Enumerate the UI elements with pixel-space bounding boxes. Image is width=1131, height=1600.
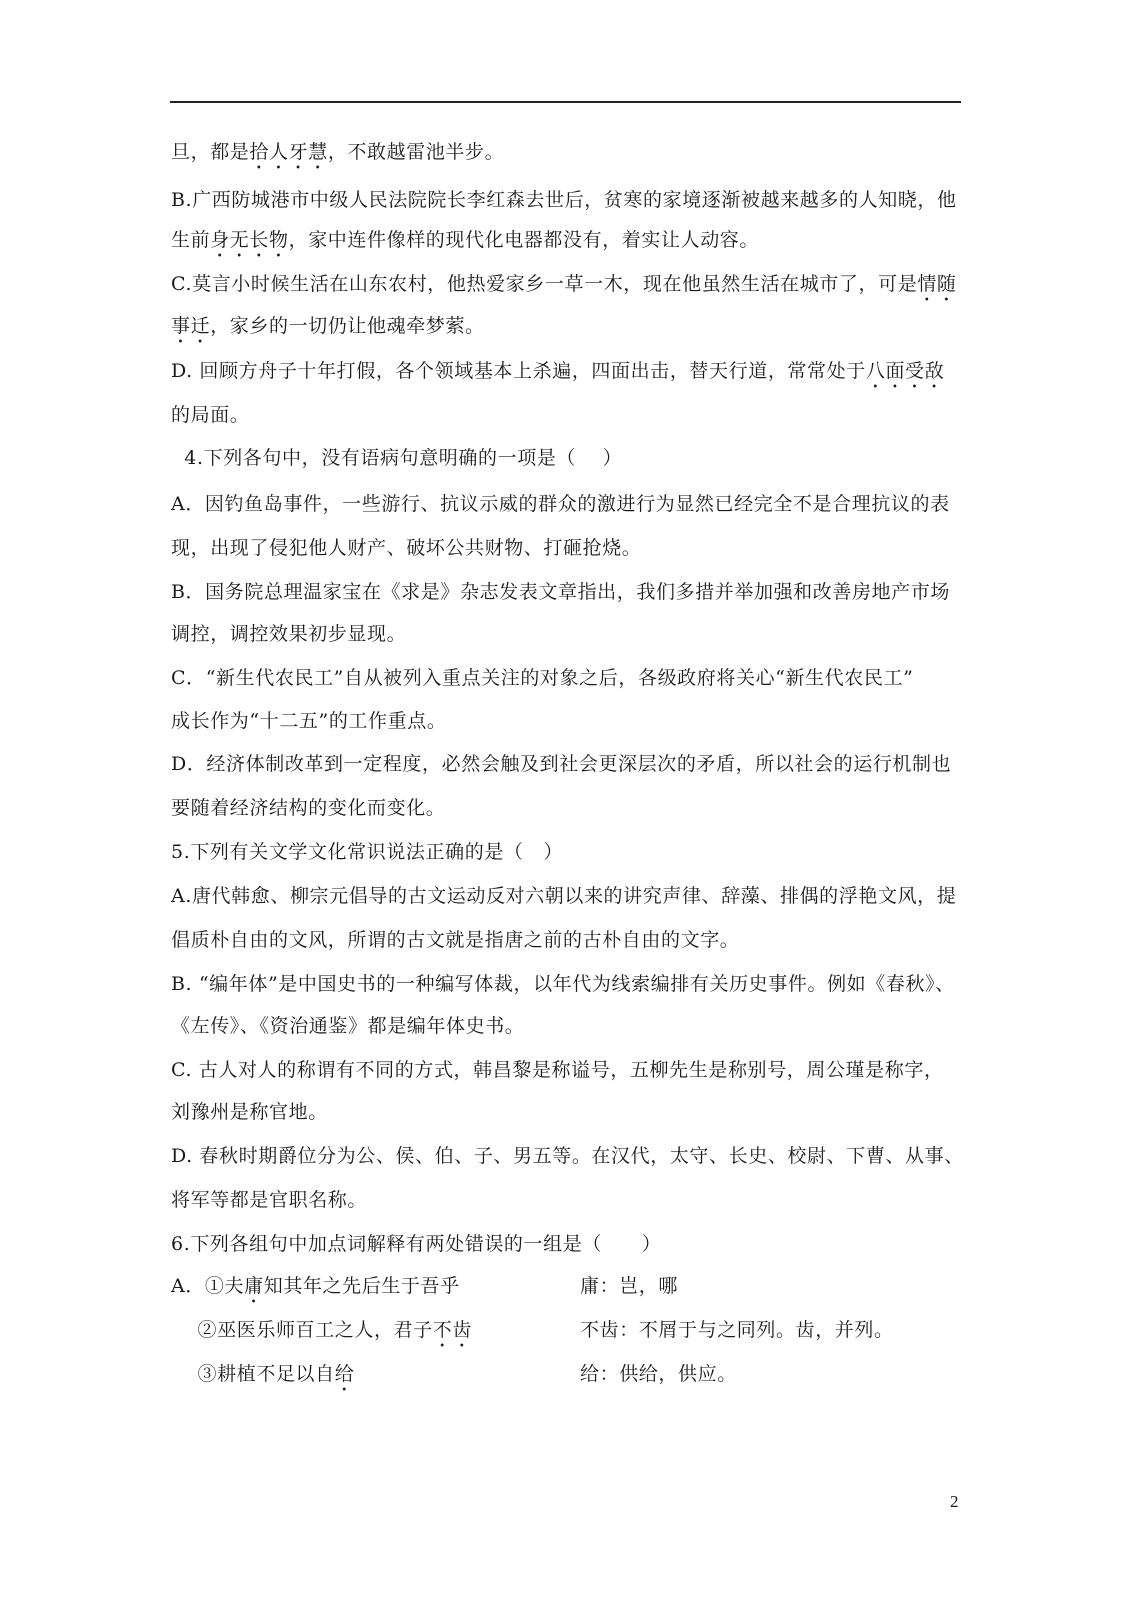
text-line	[171, 444, 622, 472]
text-line	[171, 1186, 367, 1214]
line-text: 生前	[171, 229, 211, 251]
text-line	[171, 620, 406, 648]
line-text: 成长作为“十二五”的工作重点。	[171, 710, 447, 732]
text-line	[171, 226, 759, 262]
text-line	[171, 312, 485, 348]
option-dotted-term: 不齿	[432, 1319, 472, 1341]
line-text: B．国务院总理温家宝在《求是》杂志发表文章指出，我们多措并举加强和改善房地产市场	[171, 581, 950, 603]
line-text: D. 回顾方舟子十年打假，各个领域基本上杀遍，四面出击，替天行道，常常处于	[171, 360, 866, 382]
line-text: 倡质朴自由的文风，所谓的古文就是指唐之前的古朴自由的文字。	[171, 929, 740, 951]
line-text-after: ，不敢越雷池半步。	[327, 141, 505, 163]
line-text: 要随着经济结构的变化而变化。	[171, 797, 446, 819]
option-line	[171, 1272, 961, 1308]
text-line	[171, 664, 913, 692]
option-line	[171, 1360, 961, 1396]
line-text: 《左传》、《资治通鉴》都是编年体史书。	[171, 1015, 525, 1037]
page-number: 2	[950, 1492, 959, 1511]
option-gloss: 不齿：不屑于与之同列。齿，并列。	[580, 1319, 894, 1341]
line-text: B. “编年体”是中国史书的一种编写体裁，以年代为线索编排有关历史事件。例如《春秋》、	[171, 973, 955, 995]
line-text-after: ，家中连件像样的现代化电器都没有，着实让人动容。	[288, 229, 760, 251]
line-dotted-term: 身无长物	[210, 229, 289, 251]
line-text: 6.下列各组句中加点词解释有两处错误的一组是（ ）	[171, 1233, 662, 1255]
text-line	[171, 1012, 524, 1040]
text-line	[171, 401, 249, 429]
option-text: A．①夫	[171, 1275, 245, 1297]
text-line	[171, 750, 951, 778]
line-dotted-term: 八面受敌	[865, 360, 945, 382]
line-dotted-term: 事迁	[171, 315, 211, 337]
option-gloss: 庸：岂，哪	[580, 1275, 679, 1297]
text-line	[171, 794, 445, 822]
text-line	[171, 490, 950, 518]
line-text: C.莫言小时候生活在山东农村，他热爱家乡一草一木，现在他虽然生活在城市了，可是	[171, 273, 918, 295]
text-line	[171, 707, 446, 735]
line-text: B.广西防城港市中级人民法院院长李红森去世后，贫寒的家境逐渐被越来越多的人知晓，他	[171, 189, 957, 211]
line-text: 现，出现了侵犯他人财产、破坏公共财物、打砸抢烧。	[171, 537, 642, 559]
line-text: 旦，都是	[171, 141, 250, 163]
line-text: 刘豫州是称官地。	[171, 1101, 328, 1123]
option-dotted-term: 给	[334, 1363, 355, 1385]
line-text: 将军等都是官职名称。	[171, 1189, 368, 1211]
text-line	[171, 838, 563, 866]
text-line	[171, 1230, 661, 1258]
line-text: D．经济体制改革到一定程度，必然会触及到社会更深层次的矛盾，所以社会的运行机制也	[171, 753, 952, 775]
line-text: 5.下列有关文学文化常识说法正确的是（ ）	[171, 841, 564, 863]
option-line	[171, 1316, 961, 1352]
line-text: A.唐代韩愈、柳宗元倡导的古文运动反对六朝以来的讲究声律、辞藻、排偶的浮艳文风，提	[171, 885, 957, 907]
line-text: C. 古人对人的称谓有不同的方式，韩昌黎是称谥号，五柳先生是称别号，周公瑾是称字，	[171, 1059, 944, 1081]
header-rule	[170, 101, 961, 103]
option-gloss: 给：供给，供应。	[580, 1363, 737, 1385]
text-line	[171, 186, 957, 214]
option-text-after: 知其年之先后生于吾乎	[263, 1275, 460, 1297]
option-text: ②巫医乐师百工之人，君子	[171, 1319, 433, 1341]
option-dotted-term: 庸	[244, 1275, 264, 1297]
option-text: ③耕植不足以自	[171, 1363, 335, 1385]
line-text: 调控，调控效果初步显现。	[171, 623, 407, 645]
line-text: C．“新生代农民工”自从被列入重点关注的对象之后，各级政府将关心“新生代农民工”	[171, 667, 914, 689]
text-line	[171, 1098, 328, 1126]
line-text: A．因钓鱼岛事件，一些游行、抗议示威的群众的激进行为显然已经完全不是合理抗议的表	[171, 493, 950, 515]
line-text: 的局面。	[171, 404, 250, 426]
line-text: 4.下列各句中，没有语病句意明确的一项是（ ）	[171, 447, 623, 469]
text-line	[171, 1142, 964, 1170]
text-line	[171, 882, 956, 910]
line-text: D. 春秋时期爵位分为公、侯、伯、子、男五等。在汉代，太守、长史、校尉、下曹、从事、	[171, 1145, 964, 1167]
text-line	[171, 1056, 944, 1084]
line-dotted-term: 拾人牙慧	[249, 141, 328, 163]
text-line	[171, 970, 955, 998]
text-line	[171, 926, 739, 954]
text-line	[171, 138, 504, 174]
text-line	[171, 357, 944, 393]
text-line	[171, 578, 950, 606]
line-dotted-term: 情随	[917, 273, 957, 295]
text-line	[171, 270, 957, 306]
line-text-after: ，家乡的一切仍让他魂牵梦萦。	[210, 315, 485, 337]
text-line	[171, 534, 641, 562]
